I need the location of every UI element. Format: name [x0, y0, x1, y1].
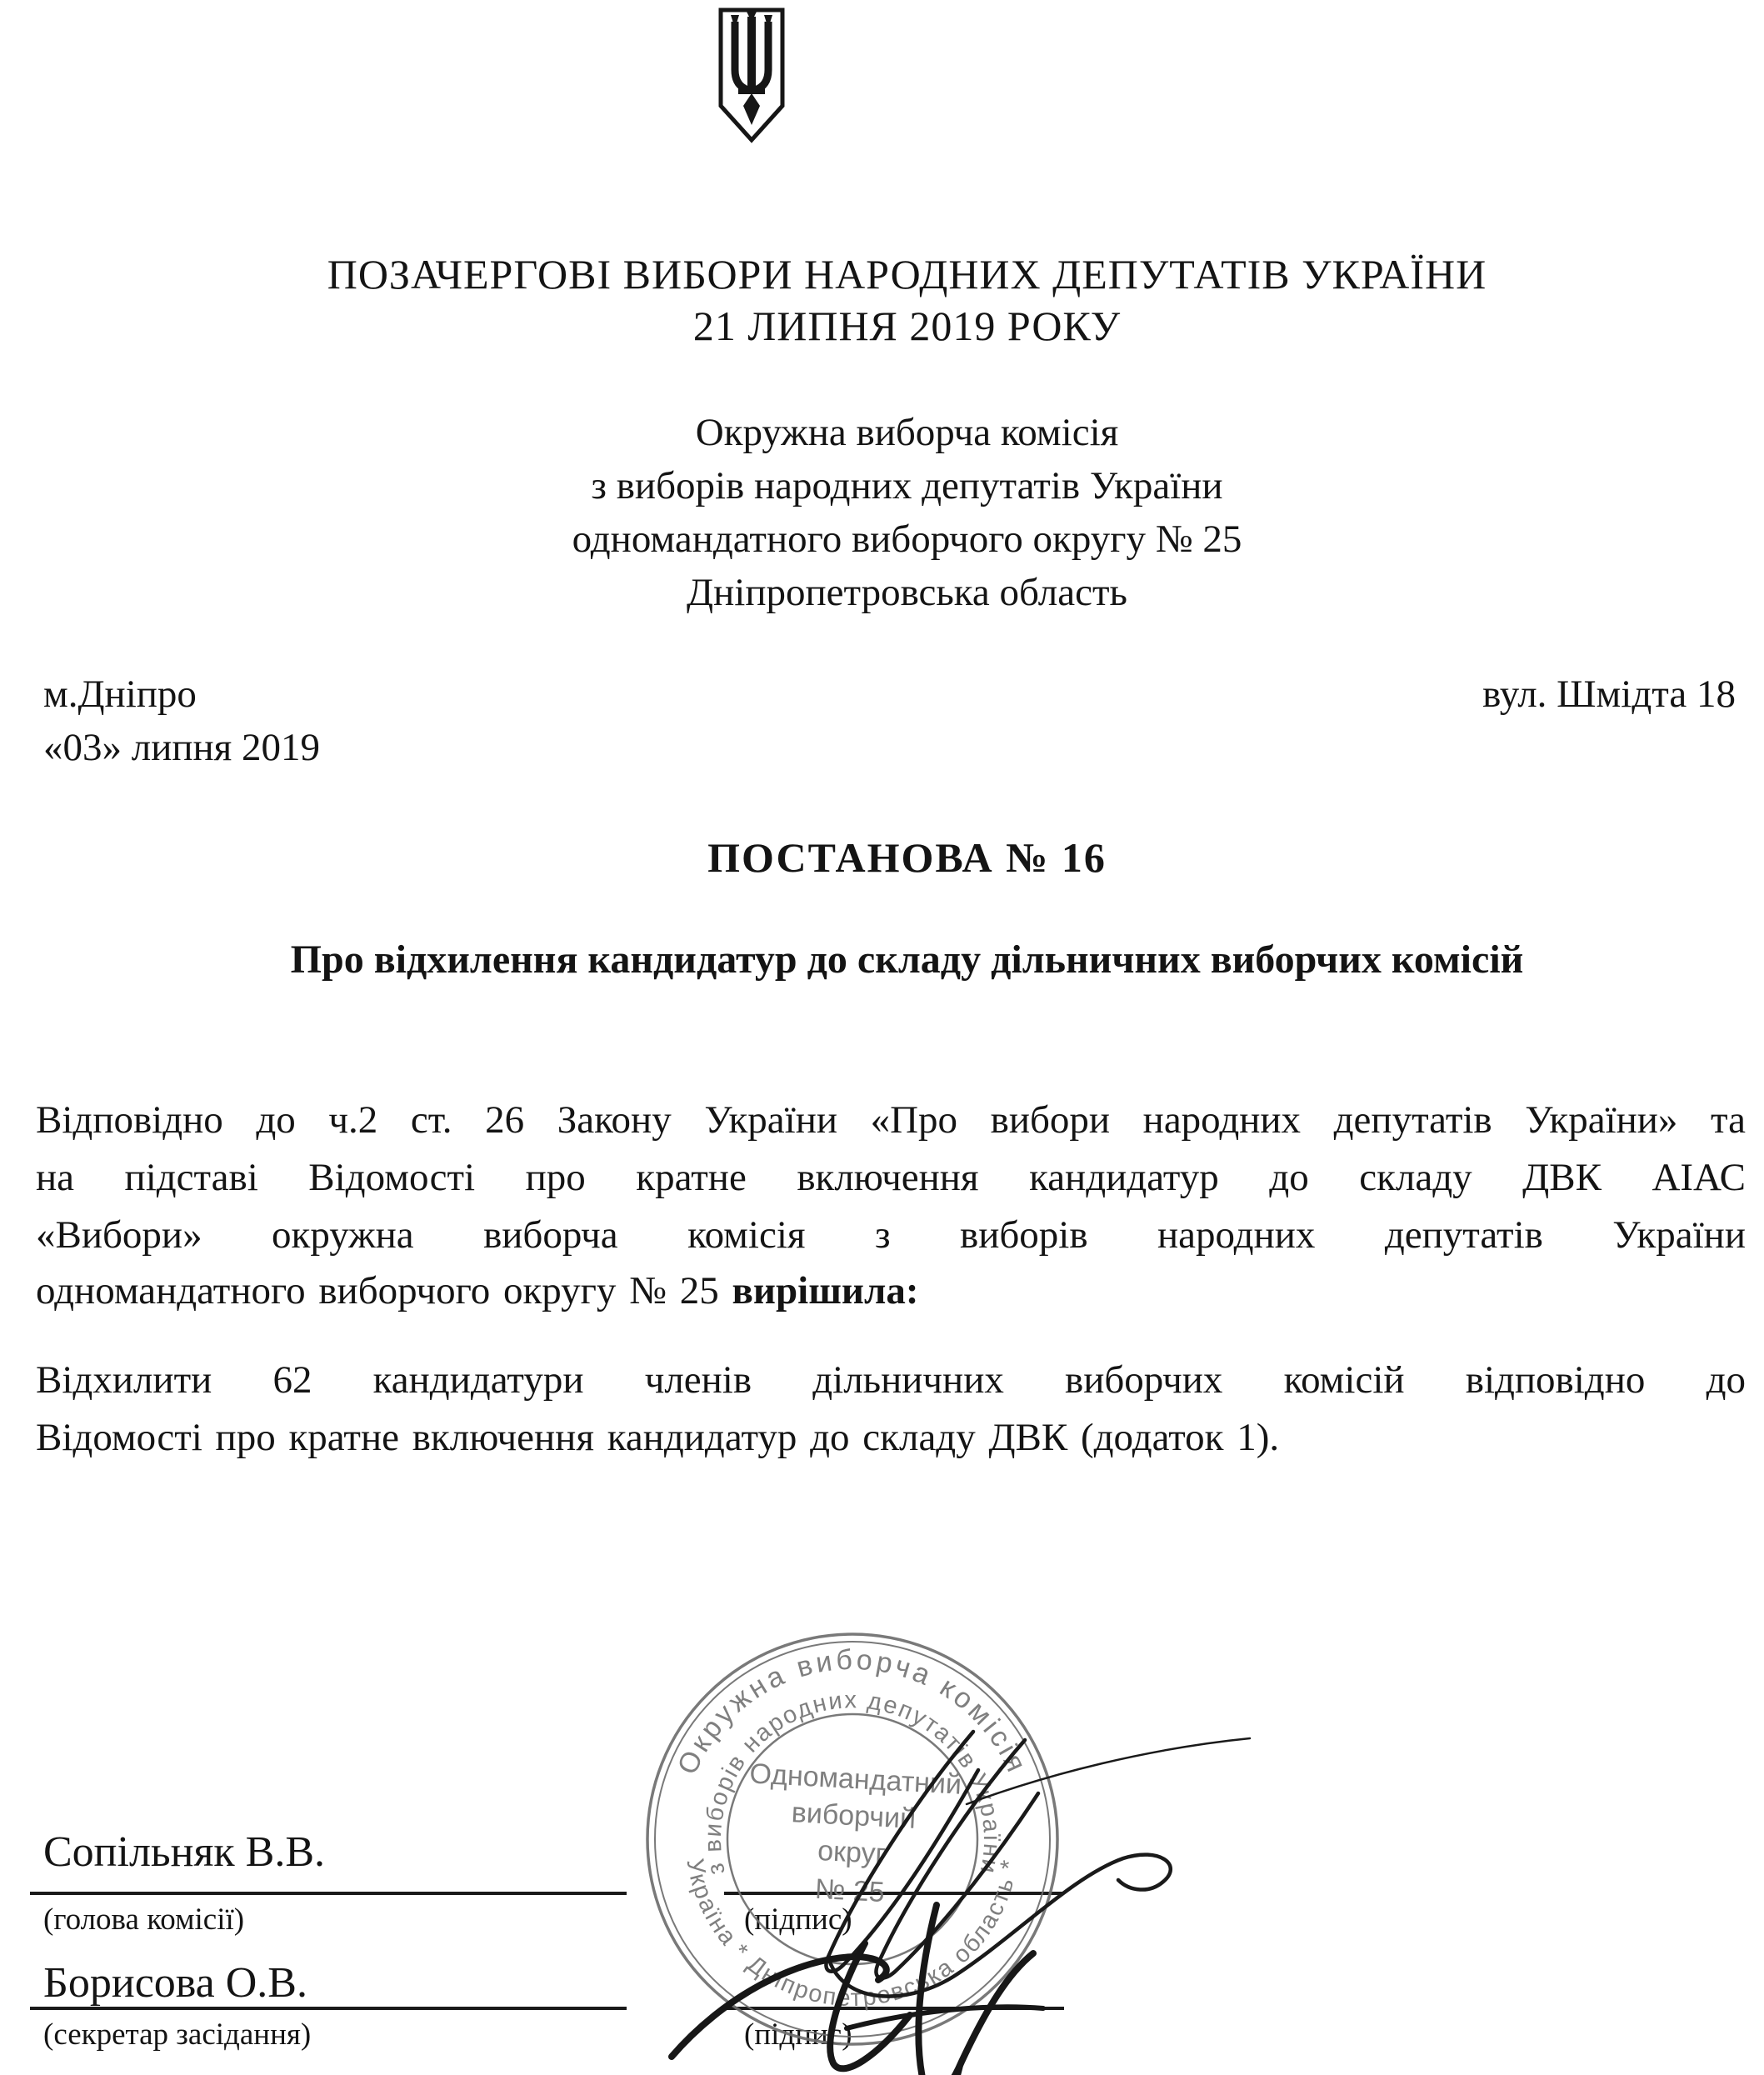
- election-header-line2: 21 ЛИПНЯ 2019 РОКУ: [692, 302, 1122, 349]
- secretary-signature-label: (підпис): [744, 2018, 852, 2052]
- secretary-name: Борисова О.В.: [43, 1959, 307, 2007]
- election-header-line1: ПОЗАЧЕРГОВІ ВИБОРИ НАРОДНИХ ДЕПУТАТІВ УКРАЇНИ: [327, 251, 1487, 298]
- commission-line1: Окружна виборча комісія: [695, 411, 1119, 454]
- chairman-role: (голова комісії): [43, 1902, 245, 1937]
- chairman-signature-line: [724, 1892, 1064, 1895]
- chairman-name: Сопільняк В.В.: [43, 1828, 325, 1876]
- svg-text:Одномандатний: Одномандатний: [748, 1758, 962, 1801]
- chairman-signature-ink: [826, 1732, 1250, 1997]
- commission-line3: одномандатного виборчого округу № 25: [572, 518, 1242, 561]
- paragraph2-line2: Відомості про кратне включення кандидатур до складу ДВК (додаток 1).: [36, 1416, 1280, 1459]
- resolution-number-title: ПОСТАНОВА № 16: [707, 834, 1107, 881]
- secretary-signature-ink: [672, 1905, 1043, 2075]
- paragraph1-line4-normal: одномандатного виборчого округу № 25: [36, 1269, 732, 1312]
- round-official-stamp: [647, 1634, 1057, 2044]
- stamp-ring-bottom-text: Україна * Дніпропетровська область *: [681, 1856, 1024, 2012]
- paragraph1-line4: [36, 1262, 1746, 1320]
- svg-text:№ 25: № 25: [813, 1872, 886, 1909]
- chairman-signature-label: (підпис): [744, 1902, 852, 1937]
- city-label: м.Дніпро: [43, 672, 197, 716]
- paragraph1-line4-bold: вирішила:: [732, 1269, 919, 1312]
- paragraph1-line2: на підставі Відомості про кратне включення кандидатур до складу ДВК АІАС: [36, 1156, 1746, 1199]
- commission-line4: Дніпропетровська область: [687, 571, 1127, 614]
- secretary-signature-line: [724, 2007, 1064, 2010]
- paragraph1-line3: «Вибори» окружна виборча комісія з виборів народних депутатів України: [36, 1213, 1746, 1257]
- resolution-subject: Про відхилення кандидатур до складу дільничних виборчих комісій: [290, 938, 1524, 982]
- paragraph1-line1: Відповідно до ч.2 ст. 26 Закону України «Про вибори народних депутатів України» та: [36, 1098, 1746, 1142]
- ukraine-trident-icon: [717, 7, 787, 143]
- paragraph2-line1: Відхилити 62 кандидатури членів дільничних виборчих комісій відповідно до: [36, 1358, 1746, 1402]
- commission-line2: з виборів народних депутатів України: [591, 464, 1223, 508]
- svg-text:виборчий: виборчий: [790, 1797, 917, 1835]
- chairman-name-line: [30, 1892, 627, 1895]
- stamp-ring-top-text: Окружна виборча комісія: [671, 1643, 1034, 1780]
- stamp-ring-middle-text: з виборів народних депутатів України: [699, 1687, 1006, 1878]
- svg-text:округ: округ: [817, 1834, 887, 1871]
- secretary-name-line: [30, 2007, 627, 2010]
- secretary-role: (секретар засідання): [43, 2018, 312, 2052]
- document-date: «03» липня 2019: [43, 726, 321, 769]
- stamp-center-text: [743, 1758, 962, 1912]
- street-address: вул. Шмідта 18: [1482, 672, 1736, 716]
